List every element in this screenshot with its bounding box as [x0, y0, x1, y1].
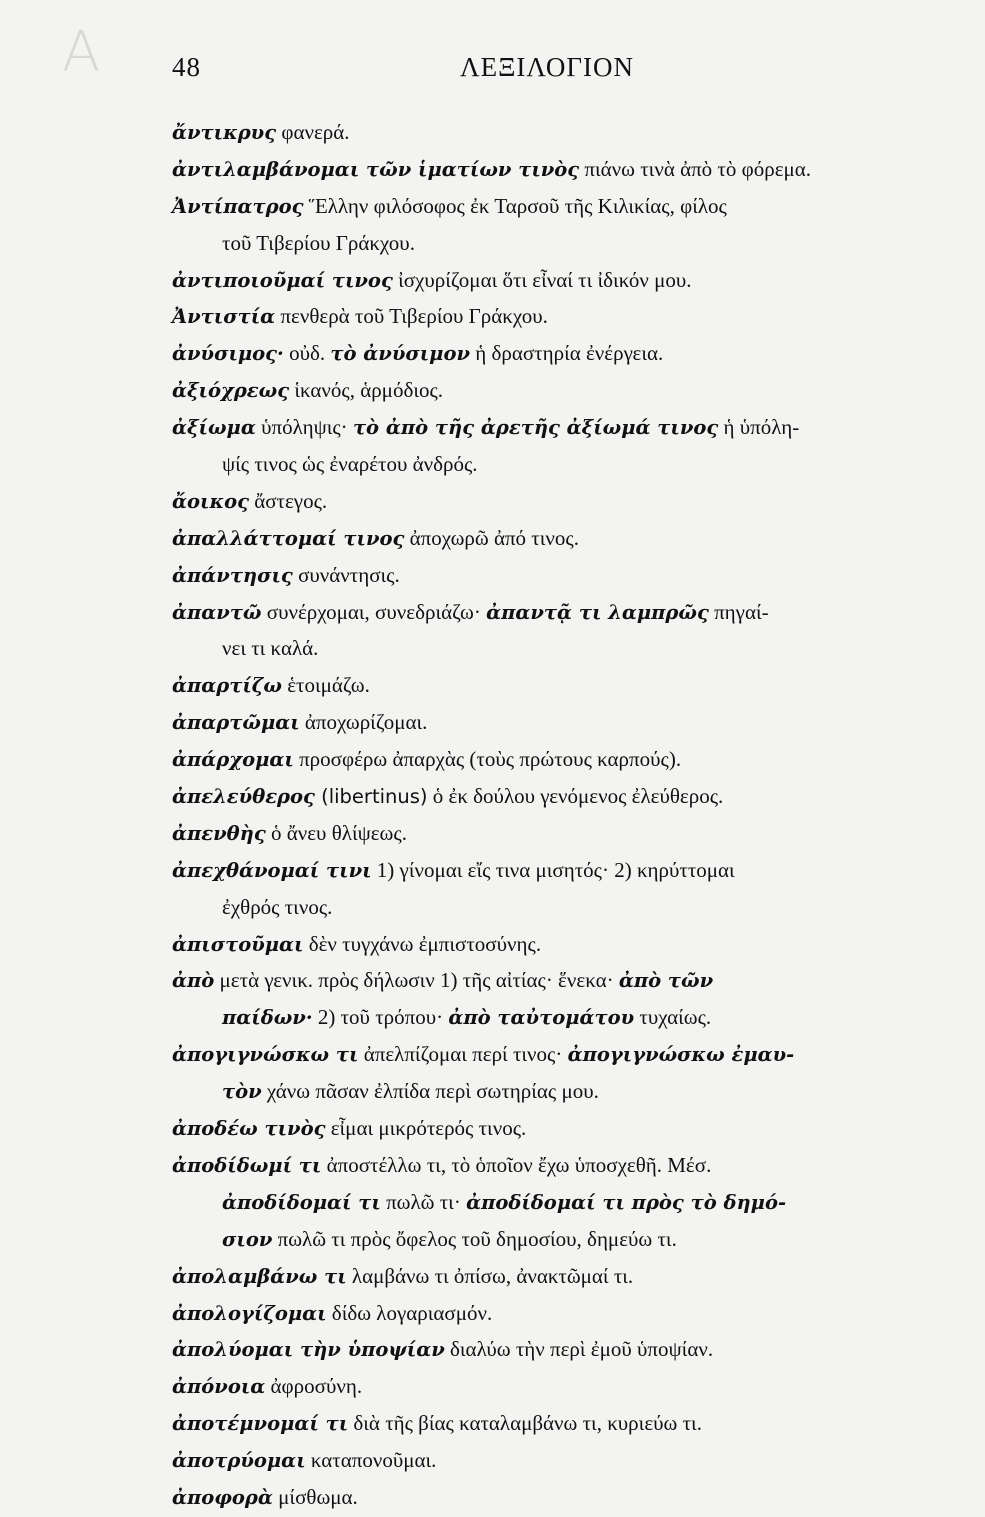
entry-line [172, 188, 957, 225]
headword: ἀπὸ τῶν [618, 969, 714, 993]
definition: ἡ δραστηρία ἐνέργεια. [469, 341, 664, 366]
headword: ἀπάντησις [172, 563, 293, 587]
headword: ἀπαντῶ [172, 600, 262, 624]
definition: συνέρχομαι, συνεδριάζω· [261, 599, 487, 624]
definition: φανερά. [276, 120, 350, 144]
definition: διαλύω τὴν περὶ ἐμοῦ ὑποψίαν. [444, 1337, 714, 1362]
definition: πηγαί- [708, 599, 769, 624]
entry-continuation-line [172, 1184, 957, 1221]
headword: ἀπαρτῶμαι [172, 711, 300, 735]
definition: οὐδ. [283, 341, 331, 366]
definition: ὁ ἄνευ θλίψεως. [265, 820, 407, 845]
headword: ἀξίωμα [172, 416, 256, 440]
definition: προσφέρω ἀπαρχὰς (τοὺς πρώτους καρπούς). [293, 747, 682, 772]
definition: ἀποστέλλω τι, τὸ ὁποῖον ἔχω ὑποσχεθῆ. Μέσ. [321, 1152, 712, 1177]
entry-line [172, 151, 957, 188]
definition: τοῦ Τιβερίου Γράκχου. [222, 230, 415, 255]
entry-line [172, 114, 957, 151]
entry-continuation-line [172, 446, 957, 483]
entry-line [172, 483, 957, 520]
headword: παίδων· [222, 1006, 313, 1030]
entry-line [172, 962, 957, 999]
headword: ἀποτέμνομαί τι [172, 1412, 349, 1436]
definition: Ἕλλην φιλόσοφος ἐκ Ταρσοῦ τῆς Κιλικίας, φίλος [303, 193, 727, 218]
entry-continuation-line [172, 1073, 957, 1110]
entry-line [172, 815, 957, 852]
headword: ἀπολογίζομαι [172, 1301, 327, 1325]
entry-line [172, 852, 957, 889]
definition: ἑτοιμάζω. [281, 673, 370, 698]
definition: μίσθωμα. [272, 1484, 358, 1509]
headword: ἀντιποιοῦμαί τινος [172, 268, 393, 292]
definition: ψίς τινος ὡς ἐναρέτου ἀνδρός. [222, 452, 478, 477]
headword: ἀπιστοῦμαι [172, 932, 304, 956]
headword: ἀπεχθάνομαί τινι [172, 858, 372, 882]
definition: μετὰ γενικ. πρὸς δήλωσιν 1) τῆς αἰτίας· ἕνεκα· [214, 968, 619, 993]
headword: τὸ ἀπὸ τῆς ἀρετῆς ἀξίωμά τινος [352, 416, 719, 440]
headword: ἀποφορὰ [172, 1485, 273, 1509]
latin-gloss: (libertinus) [314, 785, 428, 809]
definition: ἀποχωρίζομαι. [299, 710, 428, 735]
entry-line [172, 372, 957, 409]
page-header [172, 52, 952, 92]
definition: δὲν τυγχάνω ἐμπιστοσύνης. [303, 931, 542, 956]
definition: νει τι καλά. [222, 636, 319, 661]
definition: ἀφροσύνη. [265, 1374, 363, 1399]
definition: ὁ ἐκ δούλου γενόμενος ἐλεύθερος. [427, 784, 724, 809]
definition: διὰ τῆς βίας καταλαμβάνω τι, κυριεύω τι. [348, 1411, 702, 1436]
headword: ἀντιλαμβάνομαι τῶν ἱματίων τινὸς [172, 157, 580, 181]
headword: ἀπαντᾷ τι λαμπρῶς [486, 600, 709, 624]
entry-line [172, 1295, 957, 1332]
definition: ἄστεγος. [248, 488, 328, 513]
entry-line [172, 741, 957, 778]
entry-continuation-line [172, 999, 957, 1036]
definition: ἀποχωρῶ ἀπό τινος. [404, 525, 579, 550]
headword: ἀποδίδωμί τι [172, 1153, 322, 1177]
headword: Ἀντιστία [172, 305, 276, 329]
definition: λαμβάνω τι ὀπίσω, ἀνακτῶμαί τι. [346, 1263, 634, 1288]
entry-line [172, 778, 957, 815]
definition: συνάντησις. [292, 562, 400, 587]
headword: ἀπολύομαι τὴν ὑποψίαν [172, 1338, 445, 1362]
definition: τυχαίως. [634, 1005, 712, 1030]
entry-continuation-line [172, 225, 957, 262]
entry-line [172, 1368, 957, 1405]
entry-line [172, 667, 957, 704]
entry-line [172, 262, 957, 299]
running-title: ΛΕΞΙΛΟΓΙΟΝ [460, 52, 634, 82]
headword: ἀπογιγνώσκω ἐμαυ- [567, 1043, 795, 1067]
definition: πιάνω τινὰ ἀπὸ τὸ φόρεμα. [579, 156, 812, 181]
entry-line [172, 557, 957, 594]
entry-line [172, 1258, 957, 1295]
headword: ἀπάρχομαι [172, 748, 294, 772]
definition: ἐχθρός τινος. [222, 894, 333, 919]
entry-line [172, 1479, 957, 1516]
entry-line [172, 1147, 957, 1184]
headword: τὸν [222, 1080, 262, 1104]
headword: ἀποδίδομαί τι [222, 1190, 381, 1214]
entry-line [172, 335, 957, 372]
entry-continuation-line [172, 1221, 957, 1258]
headword: ἀπογιγνώσκω τι [172, 1043, 359, 1067]
entry-line [172, 520, 957, 557]
entry-line [172, 1036, 957, 1073]
entry-line [172, 1110, 957, 1147]
definition: 2) τοῦ τρόπου· [312, 1005, 449, 1030]
headword: ἀπαλλάττομαί τινος [172, 526, 405, 550]
entry-line [172, 594, 957, 631]
headword: Ἀντίπατρος [172, 194, 304, 218]
headword: τὸ ἀνύσιμον [330, 342, 470, 366]
glossary-entries [172, 114, 957, 1516]
headword: ἀπελεύθερος [172, 785, 315, 809]
definition: εἶμαι μικρότερός τινος. [325, 1116, 527, 1141]
page-number: 48 [172, 52, 201, 82]
entry-line [172, 298, 957, 335]
headword: ἀπενθὴς [172, 821, 266, 845]
headword: σιον [222, 1227, 273, 1251]
headword: ἀποδίδομαί τι πρὸς τὸ δημό- [466, 1190, 787, 1214]
headword: ἀπὸ [172, 969, 215, 993]
entry-continuation-line [172, 630, 957, 667]
entry-line [172, 1442, 957, 1479]
headword: ἀποτρύομαι [172, 1449, 306, 1473]
entry-line [172, 1331, 957, 1368]
headword: ἀπολαμβάνω τι [172, 1264, 347, 1288]
definition: ἰσχυρίζομαι ὅτι εἶναί τι ἰδικόν μου. [392, 267, 692, 292]
entry-line [172, 704, 957, 741]
definition: ὑπόληψις· [255, 415, 353, 440]
headword: ἀπόνοια [172, 1375, 266, 1399]
definition: καταπονοῦμαι. [305, 1448, 437, 1473]
headword: ἀποδέω τινὸς [172, 1117, 326, 1141]
definition: 1) γίνομαι εἴς τινα μισητός· 2) κηρύττομαι [371, 857, 735, 882]
definition: δίδω λογαριασμόν. [326, 1300, 493, 1325]
definition: χάνω πᾶσαν ἐλπίδα περὶ σωτηρίας μου. [261, 1079, 599, 1104]
definition: πενθερὰ τοῦ Τιβερίου Γράκχου. [275, 304, 548, 329]
margin-pencil-mark: A [62, 20, 101, 85]
definition: πωλῶ τι πρὸς ὄφελος τοῦ δημοσίου, δημεύω τι. [272, 1226, 677, 1251]
definition: ἱκανός, ἁρμόδιος. [289, 378, 444, 403]
entry-line [172, 409, 957, 446]
headword: ἀξιόχρεως [172, 379, 290, 403]
definition: ἡ ὑπόλη- [718, 415, 800, 440]
definition: πωλῶ τι· [380, 1189, 467, 1214]
headword: ἀνύσιμος· [172, 342, 284, 366]
entry-line [172, 926, 957, 963]
headword: ἀπαρτίζω [172, 674, 282, 698]
headword: ἀπὸ ταὐτομάτου [448, 1006, 635, 1030]
headword: ἄοικος [172, 489, 249, 513]
entry-continuation-line [172, 889, 957, 926]
headword: ἄντικρυς [172, 121, 277, 144]
entry-line [172, 1405, 957, 1442]
definition: ἀπελπίζομαι περί τινος· [358, 1042, 568, 1067]
